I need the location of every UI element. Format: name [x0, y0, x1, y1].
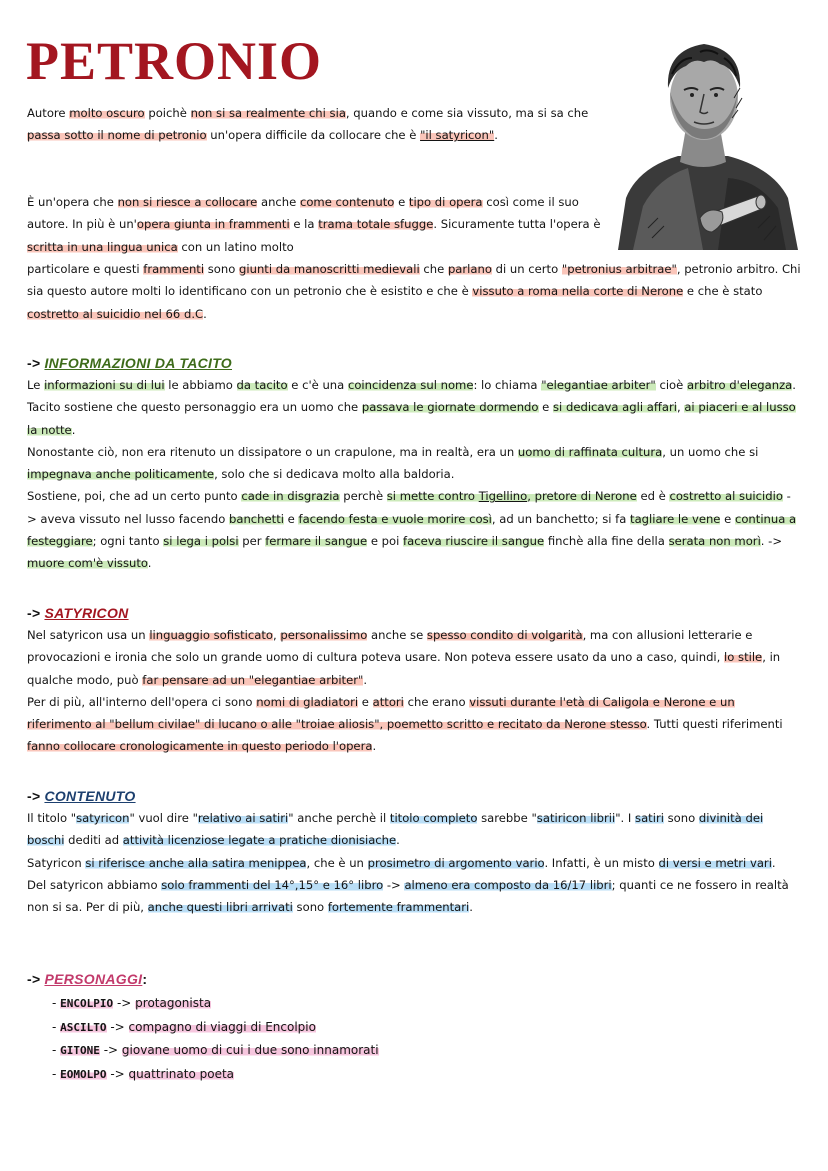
intro-paragraph-1: Autore molto oscuro poichè non si sa realmente chi sia, quando e come sia vissuto, ma si sa che passa sotto il nome di petronio un'opera difficile da collocare che è "il satyricon". [27, 106, 589, 143]
characters-list [52, 992, 379, 1086]
section-satyricon [27, 602, 799, 758]
section-heading-personaggi: -> PERSONAGGI: [27, 971, 148, 987]
list-item: - GITONE -> giovane uomo di cui i due sono innamorati [52, 1043, 379, 1057]
satyricon-paragraph-1: Nel satyricon usa un linguaggio sofisticato, personalissimo anche se spesso condito di volgarità, ma con allusioni letterarie e provocazioni e ironia che solo un grande uomo di cultura poteva usare. Non poteva essere usato da uno a caso, quindi, lo stile, in qualche modo, può far pensare ad un "elegantiae arbiter". [27, 628, 781, 687]
section-heading-tacito: -> INFORMAZIONI DA TACITO [27, 355, 233, 371]
section-contenuto [27, 785, 799, 918]
intro-paragraph-3: particolare e questi frammenti sono giunti da manoscritti medievali che parlano di un certo "petronius arbitrae", petronio arbitro. Chi sia questo autore molti lo identificano con un petronio che è esistito e che è vissuto a roma nella corte di Nerone e che è stato costretto al suicidio nel 66 d.C. [27, 262, 801, 321]
tacito-paragraph-3: Sostiene, poi, che ad un certo punto cade in disgrazia perchè si mette contro Tigellino, pretore di Nerone ed è costretto al suicidio -> aveva vissuto nel lusso facendo banchetti e facendo festa e vuole morire così, ad un banchetto; si fa tagliare le vene e continua a festeggiare; ogni tanto si lega i polsi per fermare il sangue e poi faceva riuscire il sangue finchè alla fine della serata non morì. -> muore com'è vissuto. [27, 489, 797, 571]
list-item: - ENCOLPIO -> protagonista [52, 996, 212, 1010]
section-heading-satyricon: -> SATYRICON [27, 605, 129, 621]
list-item: - ASCILTO -> compagno di viaggi di Encolpio [52, 1019, 316, 1034]
section-tacito [27, 352, 799, 575]
section-personaggi [27, 968, 799, 990]
section-heading-contenuto: -> CONTENUTO [27, 788, 136, 804]
petronius-portrait [608, 28, 802, 250]
contenuto-paragraph-2: Satyricon si riferisce anche alla satira menippea, che è un prosimetro di argomento vario. Infatti, è un misto di versi e metri vari. [27, 855, 776, 870]
page-title: PETRONIO [26, 31, 323, 91]
intro-paragraph-2: È un'opera che non si riesce a collocare anche come contenuto e tipo di opera così come il suo autore. In più è un'opera giunta in frammenti e la trama totale sfugge. Sicuramente tutta l'opera è scritta in una lingua unica con un latino molto [27, 195, 601, 254]
tacito-paragraph-2: Nonostante ciò, non era ritenuto un dissipatore o un crapulone, ma in realtà, era un uomo di raffinata cultura, un uomo che si impegnava anche politicamente, solo che si dedicava molto alla baldoria. [27, 444, 759, 482]
list-item: - EOMOLPO -> quattrinato poeta [52, 1066, 235, 1081]
satyricon-paragraph-2: Per di più, all'interno dell'opera ci sono nomi di gladiatori e attori che erano vissuti durante l'età di Caligola e Nerone e un riferimento al "bellum civilae" di lucano o alle "troiae aliosis", poemetto scritto e recitato da Nerone stesso. Tutti questi riferimenti fanno collocare cronologicamente in questo periodo l'opera. [27, 694, 783, 754]
contenuto-paragraph-1: Il titolo "satyricon" vuol dire "relativo ai satiri" anche perchè il titolo completo sarebbe "satiricon librii". I satiri sono divinità dei boschi dediti ad attività licenziose legate a pratiche dionisiache. [27, 811, 764, 848]
tacito-paragraph-1: Le informazioni su di lui le abbiamo da tacito e c'è una coincidenza sul nome: lo chiama "elegantiae arbiter" cioè arbitro d'eleganza. Tacito sostiene che questo personaggio era un uomo che passava le giornate dormendo e si dedicava agli affari, ai piaceri e al lusso la notte. [27, 378, 796, 437]
contenuto-paragraph-3: Del satyricon abbiamo solo frammenti del 14°,15° e 16° libro -> almeno era composto da 16/17 libri; quanti ce ne fossero in realtà non si sa. Per di più, anche questi libri arrivati sono fortemente frammentari. [27, 877, 789, 915]
